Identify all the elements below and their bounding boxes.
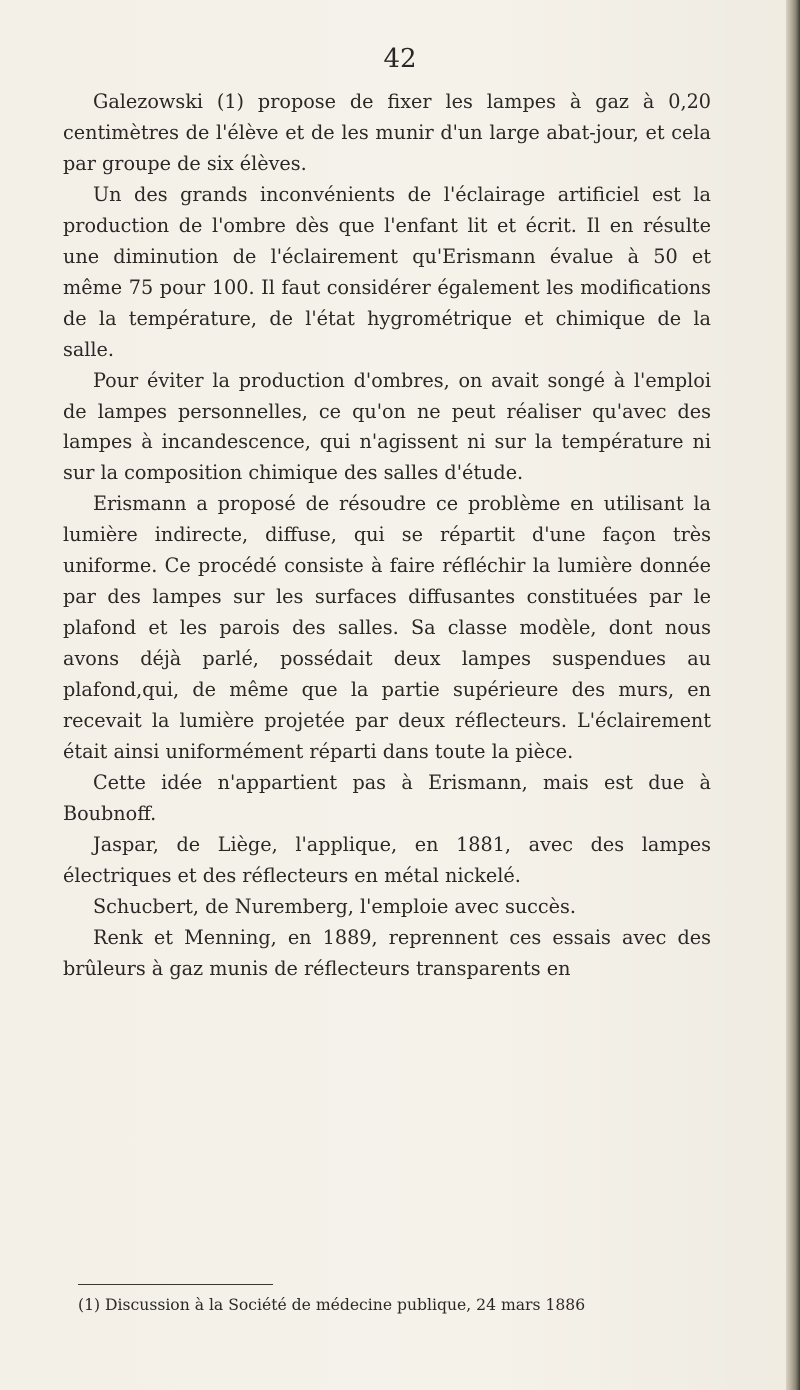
footnote-divider <box>78 1284 273 1285</box>
paragraph: Erismann a proposé de résoudre ce problème en utilisant la lumière indirecte, diffuse, qui se répartit d'une façon très uniforme. Ce procédé consiste à faire réfléchir la lumière donnée par des lampes sur les surfaces diffusantes constituées par le plafond et les parois des salles. Sa classe modèle, dont nous avons déjà parlé, possédait deux lampes suspendues au plafond,qui, de même que la partie supérieure des murs, en recevait la lumière projetée par deux réflecteurs. L'éclairement était ainsi uniformément réparti dans toute la pièce. <box>63 492 711 764</box>
paragraph: Galezowski (1) propose de fixer les lampes à gaz à 0,20 centimètres de l'élève et de les munir d'un large abat-jour, et cela par groupe de six élèves. <box>63 90 711 175</box>
page-number: 42 <box>383 44 417 74</box>
paragraph: Cette idée n'appartient pas à Erismann, mais est due à Boubnoff. <box>63 770 711 825</box>
paragraph: Jaspar, de Liège, l'applique, en 1881, avec des lampes électriques et des réflecteurs en métal nickelé. <box>63 832 711 887</box>
paragraph: Un des grands inconvénients de l'éclairage artificiel est la production de l'ombre dès que l'enfant lit et écrit. Il en résulte une diminution de l'éclairement qu'Erismann évalue à 50 et même 75 pour 100. Il faut considérer également les modifications de la température, de l'état hygrométrique et chimique de la salle. <box>63 182 711 361</box>
paragraph: Schucbert, de Nuremberg, l'emploie avec succès. <box>93 894 576 918</box>
body-text <box>63 87 711 985</box>
page-edge <box>786 0 800 1390</box>
paragraph: Pour éviter la production d'ombres, on avait songé à l'emploi de lampes personnelles, ce qu'on ne peut réaliser qu'avec des lampes à incandescence, qui n'agissent ni sur la température ni sur la composition chimique des salles d'étude. <box>63 368 711 485</box>
paragraph: Renk et Menning, en 1889, reprennent ces essais avec des brûleurs à gaz munis de réflecteurs transparents en <box>63 925 711 980</box>
footnote: (1) Discussion à la Société de médecine publique, 24 mars 1886 <box>78 1296 586 1314</box>
